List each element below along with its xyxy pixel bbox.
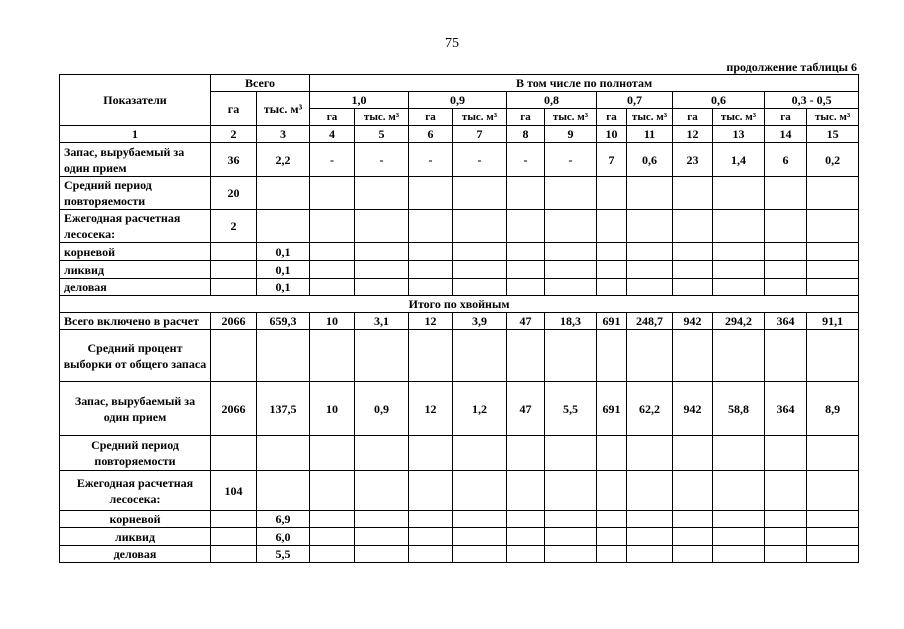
unit-ha: га — [597, 109, 627, 126]
cell-value — [211, 243, 257, 261]
cell-value — [673, 528, 713, 546]
table-caption: продолжение таблицы 6 — [726, 60, 857, 74]
cell-value — [257, 471, 310, 511]
column-number: 3 — [257, 126, 310, 143]
page-number: 75 — [445, 36, 459, 51]
cell-value — [627, 528, 673, 546]
cell-value — [597, 436, 627, 471]
cell-value: - — [453, 143, 507, 177]
row-label: Запас, вырубаемый за один прием — [60, 382, 211, 436]
cell-value — [807, 243, 859, 261]
column-number: 11 — [627, 126, 673, 143]
table-row — [60, 546, 859, 563]
cell-value: 364 — [765, 313, 807, 330]
cell-value — [545, 546, 597, 563]
cell-value — [211, 511, 257, 528]
cell-value — [507, 436, 545, 471]
cell-value — [211, 330, 257, 382]
cell-value — [765, 261, 807, 279]
cell-value — [507, 177, 545, 210]
table-row — [60, 177, 859, 210]
column-number: 7 — [453, 126, 507, 143]
cell-value — [627, 436, 673, 471]
cell-value — [807, 210, 859, 243]
cell-value: 0,6 — [627, 143, 673, 177]
cell-value: 0,9 — [355, 382, 409, 436]
cell-value — [507, 330, 545, 382]
cell-value — [627, 471, 673, 511]
cell-value: 2,2 — [257, 143, 310, 177]
cell-value — [673, 243, 713, 261]
cell-value — [355, 177, 409, 210]
cell-value: 6,0 — [257, 528, 310, 546]
cell-value — [627, 330, 673, 382]
cell-value — [507, 528, 545, 546]
column-number: 10 — [597, 126, 627, 143]
cell-value: 8,9 — [807, 382, 859, 436]
row-label: корневой — [60, 243, 211, 261]
unit-ha: га — [765, 109, 807, 126]
cell-value — [310, 243, 355, 261]
cell-value — [211, 528, 257, 546]
table-row — [60, 313, 859, 330]
cell-value — [627, 546, 673, 563]
row-label: Средний период повторяемости — [60, 177, 211, 210]
cell-value: 691 — [597, 382, 627, 436]
cell-value: 58,8 — [713, 382, 765, 436]
cell-value: 47 — [507, 382, 545, 436]
cell-value — [211, 261, 257, 279]
cell-value: 6,9 — [257, 511, 310, 528]
row-label: корневой — [60, 511, 211, 528]
header-density: 0,3 - 0,5 — [765, 92, 859, 109]
cell-value — [545, 528, 597, 546]
cell-value: 3,9 — [453, 313, 507, 330]
row-label: Запас, вырубаемый за один прием — [60, 143, 211, 177]
cell-value — [409, 546, 453, 563]
cell-value — [627, 243, 673, 261]
cell-value — [545, 511, 597, 528]
cell-value: 7 — [597, 143, 627, 177]
cell-value — [807, 279, 859, 296]
cell-value — [257, 330, 310, 382]
cell-value — [673, 436, 713, 471]
cell-value — [409, 436, 453, 471]
unit-ha: га — [409, 109, 453, 126]
cell-value: 294,2 — [713, 313, 765, 330]
header-density: 1,0 — [310, 92, 409, 109]
cell-value: - — [409, 143, 453, 177]
table-row — [60, 210, 859, 243]
row-label: Ежегодная расчетная лесосека: — [60, 471, 211, 511]
cell-value — [807, 546, 859, 563]
cell-value — [713, 177, 765, 210]
cell-value — [507, 511, 545, 528]
cell-value — [713, 471, 765, 511]
cell-value — [453, 471, 507, 511]
cell-value — [713, 330, 765, 382]
cell-value — [597, 210, 627, 243]
table-row — [60, 330, 859, 382]
column-number: 6 — [409, 126, 453, 143]
cell-value — [597, 330, 627, 382]
cell-value — [597, 243, 627, 261]
cell-value: 1,4 — [713, 143, 765, 177]
cell-value: 18,3 — [545, 313, 597, 330]
row-label: Ежегодная расчетная лесосека: — [60, 210, 211, 243]
column-number: 15 — [807, 126, 859, 143]
cell-value — [211, 279, 257, 296]
cell-value — [597, 279, 627, 296]
cell-value — [453, 177, 507, 210]
cell-value — [355, 330, 409, 382]
column-number: 13 — [713, 126, 765, 143]
cell-value — [597, 177, 627, 210]
cell-value — [453, 511, 507, 528]
column-number: 12 — [673, 126, 713, 143]
cell-value — [545, 471, 597, 511]
data-table — [59, 74, 859, 563]
cell-value — [507, 261, 545, 279]
cell-value — [310, 471, 355, 511]
cell-value — [355, 528, 409, 546]
cell-value — [310, 177, 355, 210]
cell-value: 12 — [409, 382, 453, 436]
unit-vol: тыс. м³ — [545, 109, 597, 126]
cell-value — [409, 177, 453, 210]
cell-value — [765, 511, 807, 528]
cell-value — [713, 261, 765, 279]
header-total-vol: тыс. м³ — [257, 92, 310, 126]
cell-value — [310, 511, 355, 528]
column-number: 9 — [545, 126, 597, 143]
cell-value — [545, 279, 597, 296]
cell-value — [597, 261, 627, 279]
row-label: Средний период повторяемости — [60, 436, 211, 471]
cell-value — [545, 261, 597, 279]
cell-value — [409, 511, 453, 528]
column-number: 14 — [765, 126, 807, 143]
cell-value — [765, 471, 807, 511]
cell-value — [765, 528, 807, 546]
unit-vol: тыс. м³ — [713, 109, 765, 126]
table-row — [60, 528, 859, 546]
cell-value — [409, 528, 453, 546]
cell-value: 1,2 — [453, 382, 507, 436]
cell-value — [673, 546, 713, 563]
unit-ha: га — [507, 109, 545, 126]
cell-value: 23 — [673, 143, 713, 177]
cell-value — [507, 279, 545, 296]
cell-value — [355, 243, 409, 261]
table-row — [60, 279, 859, 296]
cell-value — [310, 546, 355, 563]
cell-value — [453, 279, 507, 296]
table-row — [60, 243, 859, 261]
cell-value — [713, 546, 765, 563]
cell-value: 942 — [673, 313, 713, 330]
table-row — [60, 511, 859, 528]
header-by-density: В том числе по полнотам — [310, 75, 859, 92]
cell-value — [310, 528, 355, 546]
column-number: 8 — [507, 126, 545, 143]
cell-value: 2 — [211, 210, 257, 243]
cell-value — [453, 436, 507, 471]
cell-value — [507, 546, 545, 563]
cell-value — [597, 511, 627, 528]
cell-value — [807, 330, 859, 382]
cell-value: 62,2 — [627, 382, 673, 436]
cell-value — [507, 210, 545, 243]
cell-value — [673, 177, 713, 210]
cell-value — [310, 436, 355, 471]
unit-vol: тыс. м³ — [627, 109, 673, 126]
cell-value — [310, 330, 355, 382]
cell-value — [355, 279, 409, 296]
column-number: 2 — [211, 126, 257, 143]
unit-ha: га — [310, 109, 355, 126]
header-total-ha: га — [211, 92, 257, 126]
cell-value — [409, 261, 453, 279]
cell-value — [545, 210, 597, 243]
row-label: деловая — [60, 279, 211, 296]
cell-value — [257, 177, 310, 210]
cell-value — [310, 261, 355, 279]
cell-value — [453, 546, 507, 563]
cell-value — [673, 279, 713, 296]
cell-value — [627, 177, 673, 210]
header-indicators: Показатели — [60, 75, 211, 126]
cell-value: 0,1 — [257, 261, 310, 279]
cell-value — [310, 279, 355, 296]
cell-value — [211, 436, 257, 471]
cell-value — [310, 210, 355, 243]
cell-value — [765, 177, 807, 210]
cell-value — [257, 436, 310, 471]
cell-value: 5,5 — [545, 382, 597, 436]
unit-vol: тыс. м³ — [453, 109, 507, 126]
cell-value: - — [545, 143, 597, 177]
cell-value: 0,1 — [257, 279, 310, 296]
cell-value: 91,1 — [807, 313, 859, 330]
cell-value — [765, 210, 807, 243]
unit-vol: тыс. м³ — [355, 109, 409, 126]
cell-value — [713, 528, 765, 546]
header-density: 0,9 — [409, 92, 507, 109]
table-row — [60, 143, 859, 177]
cell-value: 2066 — [211, 313, 257, 330]
cell-value — [673, 261, 713, 279]
cell-value — [545, 436, 597, 471]
cell-value: 137,5 — [257, 382, 310, 436]
cell-value — [713, 279, 765, 296]
section-row — [60, 296, 859, 313]
cell-value — [765, 436, 807, 471]
cell-value — [807, 436, 859, 471]
cell-value — [453, 330, 507, 382]
column-number: 5 — [355, 126, 409, 143]
cell-value — [409, 279, 453, 296]
cell-value — [713, 210, 765, 243]
cell-value: 3,1 — [355, 313, 409, 330]
table-row — [60, 261, 859, 279]
cell-value — [545, 243, 597, 261]
cell-value — [807, 177, 859, 210]
row-label: Всего включено в расчет — [60, 313, 211, 330]
table-row — [60, 471, 859, 511]
cell-value: - — [507, 143, 545, 177]
cell-value: 0,2 — [807, 143, 859, 177]
cell-value — [355, 511, 409, 528]
cell-value — [673, 210, 713, 243]
header-density: 0,6 — [673, 92, 765, 109]
cell-value — [597, 546, 627, 563]
cell-value — [765, 279, 807, 296]
cell-value — [409, 330, 453, 382]
cell-value — [673, 471, 713, 511]
row-label: деловая — [60, 546, 211, 563]
cell-value — [713, 436, 765, 471]
unit-vol: тыс. м³ — [807, 109, 859, 126]
cell-value — [409, 210, 453, 243]
cell-value — [713, 511, 765, 528]
column-number: 4 — [310, 126, 355, 143]
cell-value — [673, 511, 713, 528]
cell-value — [627, 261, 673, 279]
cell-value — [597, 528, 627, 546]
cell-value: 12 — [409, 313, 453, 330]
cell-value — [257, 210, 310, 243]
column-numbers-row — [60, 126, 859, 143]
cell-value — [807, 471, 859, 511]
header-total: Всего — [211, 75, 310, 92]
cell-value — [355, 546, 409, 563]
header-density: 0,7 — [597, 92, 673, 109]
row-label: ликвид — [60, 261, 211, 279]
column-number: 1 — [60, 126, 211, 143]
cell-value — [627, 511, 673, 528]
cell-value: 0,1 — [257, 243, 310, 261]
cell-value — [545, 177, 597, 210]
cell-value — [453, 528, 507, 546]
cell-value — [211, 546, 257, 563]
cell-value: 248,7 — [627, 313, 673, 330]
cell-value: 2066 — [211, 382, 257, 436]
cell-value — [453, 261, 507, 279]
cell-value — [627, 210, 673, 243]
cell-value — [807, 511, 859, 528]
cell-value: 691 — [597, 313, 627, 330]
cell-value — [507, 471, 545, 511]
cell-value: 10 — [310, 313, 355, 330]
cell-value — [453, 210, 507, 243]
cell-value — [409, 243, 453, 261]
cell-value: 364 — [765, 382, 807, 436]
cell-value — [807, 261, 859, 279]
cell-value: 942 — [673, 382, 713, 436]
unit-ha: га — [673, 109, 713, 126]
table-row — [60, 436, 859, 471]
cell-value: - — [355, 143, 409, 177]
cell-value — [355, 261, 409, 279]
header-density: 0,8 — [507, 92, 597, 109]
cell-value — [765, 546, 807, 563]
cell-value — [355, 471, 409, 511]
row-label: ликвид — [60, 528, 211, 546]
cell-value — [597, 471, 627, 511]
cell-value: 104 — [211, 471, 257, 511]
cell-value — [453, 243, 507, 261]
cell-value — [807, 528, 859, 546]
cell-value: 659,3 — [257, 313, 310, 330]
cell-value — [673, 330, 713, 382]
cell-value — [545, 330, 597, 382]
cell-value: 10 — [310, 382, 355, 436]
section-title: Итого по хвойным — [60, 296, 859, 313]
cell-value — [713, 243, 765, 261]
cell-value — [409, 471, 453, 511]
table-row — [60, 382, 859, 436]
row-label: Средний процент выборки от общего запаса — [60, 330, 211, 382]
cell-value — [627, 279, 673, 296]
cell-value: 36 — [211, 143, 257, 177]
cell-value: 6 — [765, 143, 807, 177]
cell-value — [355, 436, 409, 471]
cell-value — [765, 243, 807, 261]
cell-value — [765, 330, 807, 382]
cell-value — [355, 210, 409, 243]
cell-value: - — [310, 143, 355, 177]
cell-value: 20 — [211, 177, 257, 210]
cell-value — [507, 243, 545, 261]
cell-value: 47 — [507, 313, 545, 330]
cell-value: 5,5 — [257, 546, 310, 563]
